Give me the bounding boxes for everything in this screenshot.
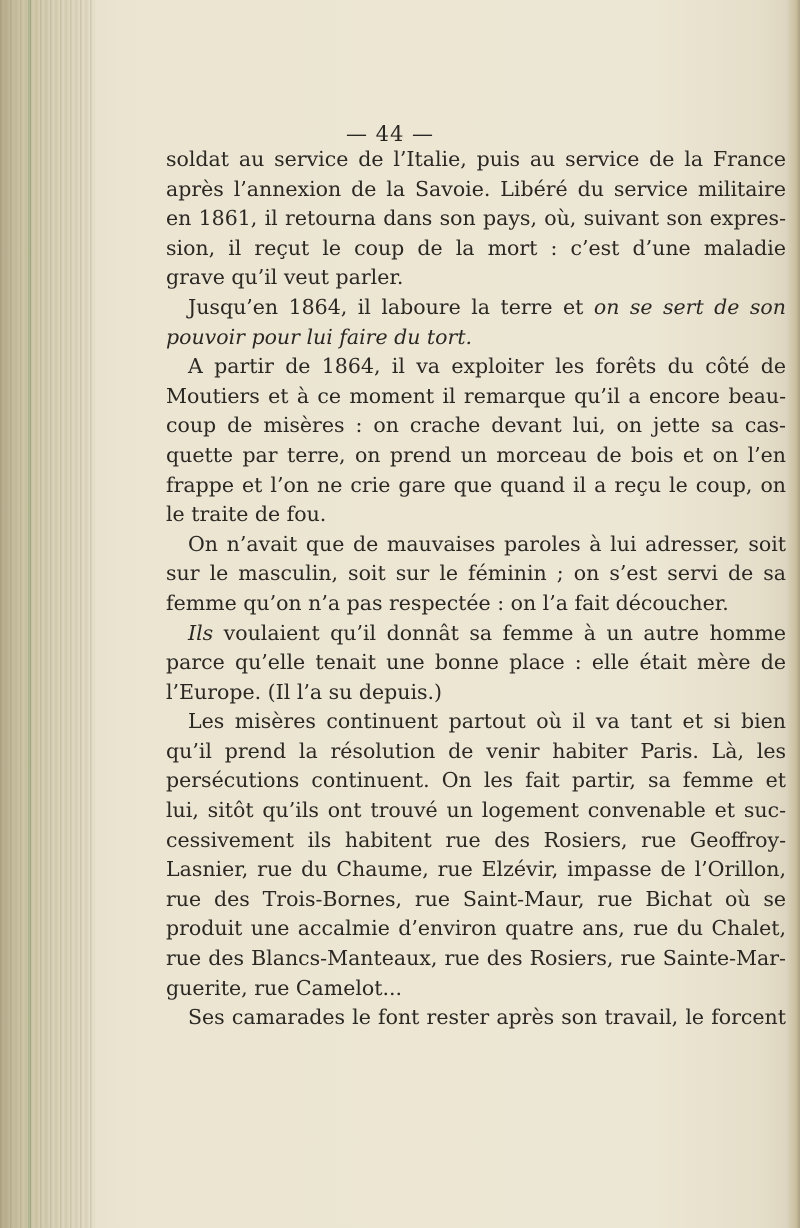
text-line bbox=[166, 648, 786, 678]
text-line bbox=[166, 737, 786, 767]
line-text: parce qu’elle tenait une bonne place : elle était mère de bbox=[166, 650, 786, 675]
line-text: A partir de 1864, il va exploiter les forêts du côté de bbox=[188, 354, 786, 379]
text-line bbox=[166, 855, 786, 885]
text-line bbox=[166, 323, 786, 353]
line-text: femme qu’on n’a pas respectée : on l’a fait découcher. bbox=[166, 590, 729, 615]
line-text: en 1861, il retourna dans son pays, où, suivant son expres- bbox=[166, 206, 786, 231]
line-text: qu’il prend la résolution de venir habiter Paris. Là, les bbox=[166, 738, 786, 763]
line-text: rue des Blancs-Manteaux, rue des Rosiers, rue Sainte-Mar- bbox=[166, 946, 786, 971]
text-line bbox=[166, 293, 786, 323]
line-text: sion, il reçut le coup de la mort : c’est d’une maladie bbox=[166, 235, 786, 260]
line-text: Les misères continuent partout où il va tant et si bien bbox=[188, 709, 786, 734]
line-text: frappe et l’on ne crie gare que quand il a reçu le coup, on bbox=[166, 472, 786, 497]
text-line bbox=[166, 1003, 786, 1033]
text-line bbox=[166, 530, 786, 560]
line-text: Jusqu’en 1864, il laboure la terre et bbox=[188, 294, 594, 319]
text-line bbox=[166, 500, 786, 530]
text-line bbox=[166, 619, 786, 649]
line-text: rue des Trois-Bornes, rue Saint-Maur, rue Bichat où se bbox=[166, 886, 786, 911]
text-line bbox=[166, 707, 786, 737]
text-line bbox=[166, 885, 786, 915]
text-line bbox=[166, 826, 786, 856]
line-text: Moutiers et à ce moment il remarque qu’il a encore beau- bbox=[166, 383, 786, 408]
text-line bbox=[166, 441, 786, 471]
page-edge bbox=[786, 0, 800, 1228]
line-text: coup de misères : on crache devant lui, on jette sa cas- bbox=[166, 413, 786, 438]
text-line bbox=[166, 382, 786, 412]
text-line bbox=[166, 411, 786, 441]
text-line bbox=[166, 914, 786, 944]
text-line bbox=[166, 944, 786, 974]
line-text: cessivement ils habitent rue des Rosiers, rue Geoffroy- bbox=[166, 827, 786, 852]
text-line bbox=[166, 471, 786, 501]
italic-text: on se sert de son bbox=[593, 294, 786, 319]
text-line bbox=[166, 234, 786, 264]
text-line bbox=[166, 263, 786, 293]
text-line bbox=[166, 204, 786, 234]
line-text: le traite de fou. bbox=[166, 502, 327, 527]
line-text: l’Europe. (Il l’a su depuis.) bbox=[166, 679, 443, 704]
italic-text: pouvoir pour lui faire du tort. bbox=[166, 324, 473, 349]
line-text: produit une accalmie d’environ quatre ans, rue du Chalet, bbox=[166, 916, 786, 941]
line-text: lui, sitôt qu’ils ont trouvé un logement convenable et suc- bbox=[166, 798, 786, 823]
text-line bbox=[166, 589, 786, 619]
page-number: — 44 — bbox=[345, 122, 435, 146]
text-line bbox=[166, 766, 786, 796]
line-text: persécutions continuent. On les fait partir, sa femme et bbox=[166, 768, 786, 793]
line-text: guerite, rue Camelot... bbox=[166, 975, 403, 1000]
text-line bbox=[166, 796, 786, 826]
text-line bbox=[166, 145, 786, 175]
body-text bbox=[166, 145, 786, 1033]
text-line bbox=[166, 678, 786, 708]
italic-text: Ils bbox=[188, 620, 214, 645]
line-text: voulaient qu’il donnât sa femme à un autre homme bbox=[213, 620, 786, 645]
line-text: On n’avait que de mauvaises paroles à lui adresser, soit bbox=[188, 531, 786, 556]
text-line bbox=[166, 974, 786, 1004]
line-text: sur le masculin, soit sur le féminin ; on s’est servi de sa bbox=[166, 561, 786, 586]
line-text: Ses camarades le font rester après son travail, le forcent bbox=[188, 1005, 786, 1030]
text-line bbox=[166, 175, 786, 205]
text-line bbox=[166, 352, 786, 382]
text-line bbox=[166, 559, 786, 589]
line-text: Lasnier, rue du Chaume, rue Elzévir, impasse de l’Orillon, bbox=[166, 857, 786, 882]
page-binding bbox=[0, 0, 95, 1228]
line-text: soldat au service de l’Italie, puis au service de la France bbox=[166, 147, 786, 171]
line-text: grave qu’il veut parler. bbox=[166, 265, 404, 290]
line-text: après l’annexion de la Savoie. Libéré du service militaire bbox=[166, 176, 786, 201]
line-text: quette par terre, on prend un morceau de bois et on l’en bbox=[166, 442, 786, 467]
